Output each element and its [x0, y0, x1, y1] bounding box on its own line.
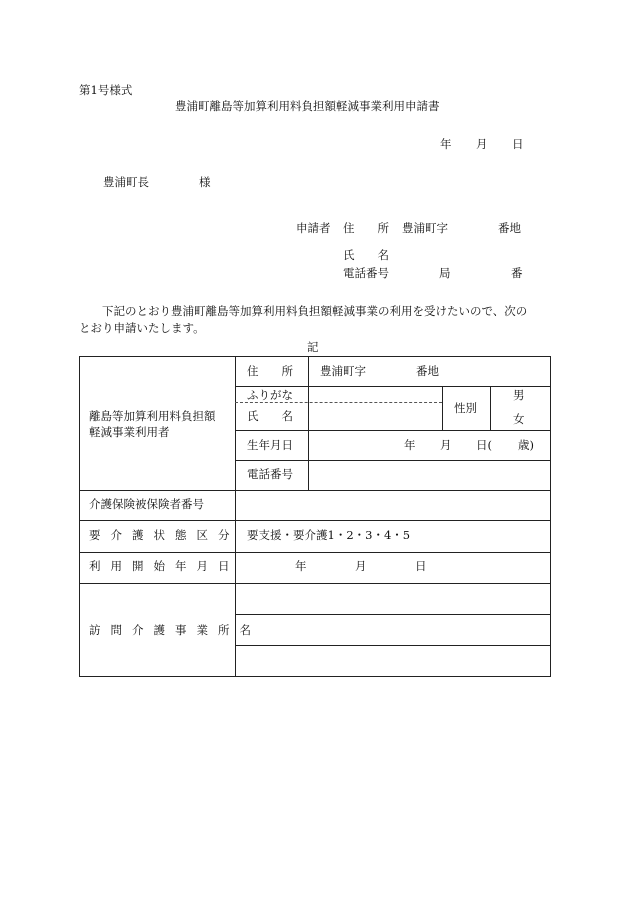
date-month-label: 月 — [476, 137, 488, 151]
page-title: 豊浦町離島等加算利用料負担額軽減事業利用申請書 — [175, 99, 440, 113]
applicant-name-label: 氏 名 — [343, 248, 389, 262]
start-year-label: 年 — [295, 559, 307, 573]
body-text-line1: 下記のとおり豊浦町離島等加算利用料負担額軽減事業の利用を受けたいので、次の — [102, 304, 528, 318]
birthdate-label: 生年月日 — [247, 438, 293, 452]
birth-year-label: 年 — [404, 438, 416, 452]
birth-day-label: 日( — [476, 438, 492, 452]
gender-label: 性別 — [454, 401, 477, 415]
date-year-label: 年 — [440, 137, 452, 151]
applicant-address-label: 住 所 — [343, 221, 389, 235]
table-address-town: 豊浦町字 — [320, 364, 366, 378]
care-level-label: 要介護状態区分 — [89, 528, 240, 542]
table-phone-label: 電話番号 — [247, 467, 293, 481]
birth-age-label: 歳) — [518, 438, 534, 452]
insurance-number-label: 介護保険被保険者番号 — [89, 497, 204, 511]
addressee-honorific: 様 — [199, 175, 211, 189]
application-table — [79, 356, 551, 677]
body-text-line2: とおり申請いたします。 — [79, 321, 205, 335]
user-label-line2: 軽減事業利用者 — [89, 425, 170, 439]
care-level-value: 要支援・要介護1・2・3・4・5 — [247, 528, 411, 542]
applicant-address-town: 豊浦町字 — [402, 221, 448, 235]
table-address-banchi: 番地 — [416, 364, 439, 378]
applicant-phone-ban: 番 — [511, 266, 523, 280]
applicant-label: 申請者 — [296, 221, 331, 235]
table-address-label: 住 所 — [247, 364, 293, 378]
gender-male: 男 — [513, 388, 525, 402]
date-day-label: 日 — [512, 137, 524, 151]
start-date-label: 利用開始年月日 — [89, 559, 240, 573]
applicant-phone-kyoku: 局 — [439, 266, 451, 280]
addressee-name: 豊浦町長 — [103, 175, 149, 189]
form-number: 第1号様式 — [79, 83, 133, 97]
ki-label: 記 — [307, 340, 319, 354]
applicant-address-banchi: 番地 — [498, 221, 521, 235]
gender-female: 女 — [513, 412, 525, 426]
user-label-line1: 離島等加算利用料負担額 — [89, 409, 216, 423]
table-furigana-label: ふりがな — [247, 388, 293, 402]
start-month-label: 月 — [355, 559, 367, 573]
visiting-office-label: 訪問介護事業所名 — [89, 623, 261, 637]
applicant-phone-label: 電話番号 — [343, 266, 389, 280]
birth-month-label: 月 — [440, 438, 452, 452]
start-day-label: 日 — [415, 559, 427, 573]
table-name-label: 氏 名 — [247, 409, 293, 423]
